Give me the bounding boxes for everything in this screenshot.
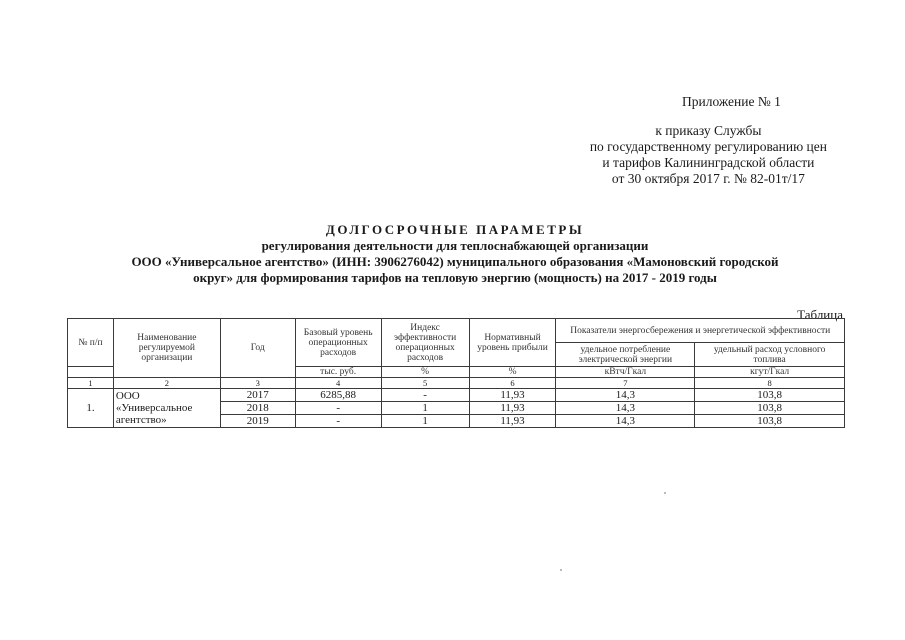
appendix-order-line: к приказу Службы bbox=[655, 123, 762, 138]
col-number: 2 bbox=[113, 378, 220, 389]
header-base: Базовый уровень операционных расходов bbox=[295, 319, 381, 367]
cell-fuel: 103,8 bbox=[695, 402, 845, 415]
document-heading bbox=[60, 222, 850, 286]
header-num: № п/п bbox=[68, 319, 114, 367]
scan-speck bbox=[560, 569, 562, 571]
appendix-title: Приложение № 1 bbox=[681, 94, 781, 109]
table-row bbox=[68, 389, 845, 402]
cell-index: 1 bbox=[381, 415, 469, 428]
header-num-unit bbox=[68, 367, 114, 378]
col-number: 1 bbox=[68, 378, 114, 389]
heading-line-2: регулирования деятельности для теплоснабжающей организации bbox=[261, 238, 649, 253]
org-name: ООО «Универсальное агентство» bbox=[113, 389, 220, 428]
col-number: 4 bbox=[295, 378, 381, 389]
header-year: Год bbox=[220, 319, 295, 378]
cell-year: 2018 bbox=[220, 402, 295, 415]
cell-base: - bbox=[295, 402, 381, 415]
col-number: 8 bbox=[695, 378, 845, 389]
appendix-region-line: и тарифов Калининградской области bbox=[602, 155, 815, 170]
cell-profit: 11,93 bbox=[469, 402, 556, 415]
cell-base: - bbox=[295, 415, 381, 428]
cell-profit: 11,93 bbox=[469, 415, 556, 428]
cell-index: 1 bbox=[381, 402, 469, 415]
cell-year: 2019 bbox=[220, 415, 295, 428]
cell-fuel: 103,8 bbox=[695, 389, 845, 402]
header-fuel: удельный расход условного топлива bbox=[695, 343, 845, 367]
unit-profit: % bbox=[469, 367, 556, 378]
scan-speck bbox=[664, 492, 666, 494]
cell-index: - bbox=[381, 389, 469, 402]
cell-elec: 14,3 bbox=[556, 389, 695, 402]
header-index: Индекс эффективности операционных расходов bbox=[381, 319, 469, 367]
cell-year: 2017 bbox=[220, 389, 295, 402]
appendix-date-line: от 30 октября 2017 г. № 82-01т/17 bbox=[611, 171, 805, 186]
unit-index: % bbox=[381, 367, 469, 378]
col-number: 7 bbox=[556, 378, 695, 389]
parameters-table bbox=[67, 318, 845, 428]
table-label: Таблица bbox=[797, 307, 843, 322]
heading-line-4: округ» для формирования тарифов на тепловую энергию (мощность) на 2017 - 2019 годы bbox=[193, 270, 717, 285]
unit-fuel: кгут/Гкал bbox=[695, 367, 845, 378]
unit-elec: кВтч/Гкал bbox=[556, 367, 695, 378]
heading-line-3: ООО «Универсальное агентство» (ИНН: 3906276042) муниципального образования «Мамоновский городской bbox=[131, 254, 779, 269]
appendix-service-line: по государственному регулированию цен bbox=[589, 139, 827, 154]
header-elec: удельное потребление электрической энергии bbox=[556, 343, 695, 367]
row-number: 1. bbox=[68, 389, 114, 428]
appendix-block bbox=[590, 94, 827, 187]
cell-base: 6285,88 bbox=[295, 389, 381, 402]
header-efficiency-group: Показатели энергосбережения и энергетической эффективности bbox=[556, 319, 845, 343]
col-number: 3 bbox=[220, 378, 295, 389]
cell-elec: 14,3 bbox=[556, 402, 695, 415]
cell-elec: 14,3 bbox=[556, 415, 695, 428]
header-profit: Нормативный уровень прибыли bbox=[469, 319, 556, 367]
col-number: 6 bbox=[469, 378, 556, 389]
document-title: ДОЛГОСРОЧНЫЕ ПАРАМЕТРЫ bbox=[325, 222, 585, 237]
cell-profit: 11,93 bbox=[469, 389, 556, 402]
header-name: Наименование регулируемой организации bbox=[113, 319, 220, 378]
col-number: 5 bbox=[381, 378, 469, 389]
cell-fuel: 103,8 bbox=[695, 415, 845, 428]
unit-base: тыс. руб. bbox=[295, 367, 381, 378]
